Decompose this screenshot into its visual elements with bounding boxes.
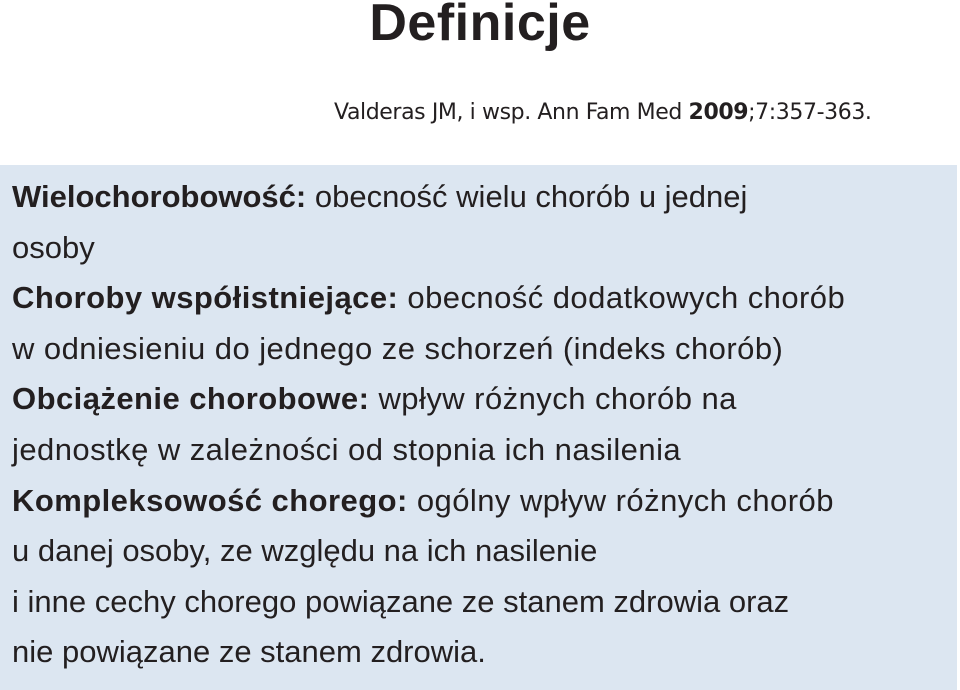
- definition-line-continuation: [12, 577, 845, 628]
- page-title: Definicje: [369, 0, 591, 52]
- definition-line-continuation: [12, 324, 845, 375]
- definition-text: osoby: [12, 229, 95, 265]
- definition-text: obecność wielu chorób u jednej: [306, 179, 748, 214]
- definition-line-continuation: [12, 627, 845, 678]
- definitions-text: [12, 172, 845, 678]
- citation-suffix: ;7:357-363.: [748, 100, 872, 125]
- term-morbidity-burden: Obciążenie chorobowe:: [12, 381, 370, 417]
- definition-line-continuation: [12, 425, 845, 476]
- definition-text: obecność dodatkowych chorób: [398, 280, 846, 316]
- citation-year: 2009: [688, 100, 749, 125]
- definition-line-comorbidity: [12, 273, 845, 324]
- definition-line-patient-complexity: [12, 476, 845, 527]
- citation-prefix: Valderas JM, i wsp. Ann Fam Med: [334, 100, 689, 125]
- definition-text: jednostkę w zależności od stopnia ich nasilenia: [12, 431, 682, 467]
- definition-line-multimorbidity: [12, 172, 845, 223]
- definition-text: wpływ różnych chorób na: [369, 381, 737, 417]
- definition-line-morbidity-burden: [12, 374, 845, 425]
- citation: [334, 98, 872, 128]
- term-comorbidity: Choroby współistniejące:: [12, 280, 399, 316]
- term-patient-complexity: Kompleksowość chorego:: [12, 482, 408, 518]
- definition-text: nie powiązane ze stanem zdrowia.: [12, 634, 486, 670]
- definition-line-continuation: [12, 526, 845, 577]
- definition-text: u danej osoby, ze względu na ich nasilenie: [12, 533, 598, 569]
- definition-text: w odniesieniu do jednego ze schorzeń (indeks chorób): [12, 330, 784, 366]
- definition-text: i inne cechy chorego powiązane ze stanem zdrowia oraz: [12, 583, 790, 619]
- definition-text: ogólny wpływ różnych chorób: [407, 482, 834, 518]
- definition-line-continuation: [12, 223, 845, 274]
- term-multimorbidity: Wielochorobowość:: [12, 179, 307, 214]
